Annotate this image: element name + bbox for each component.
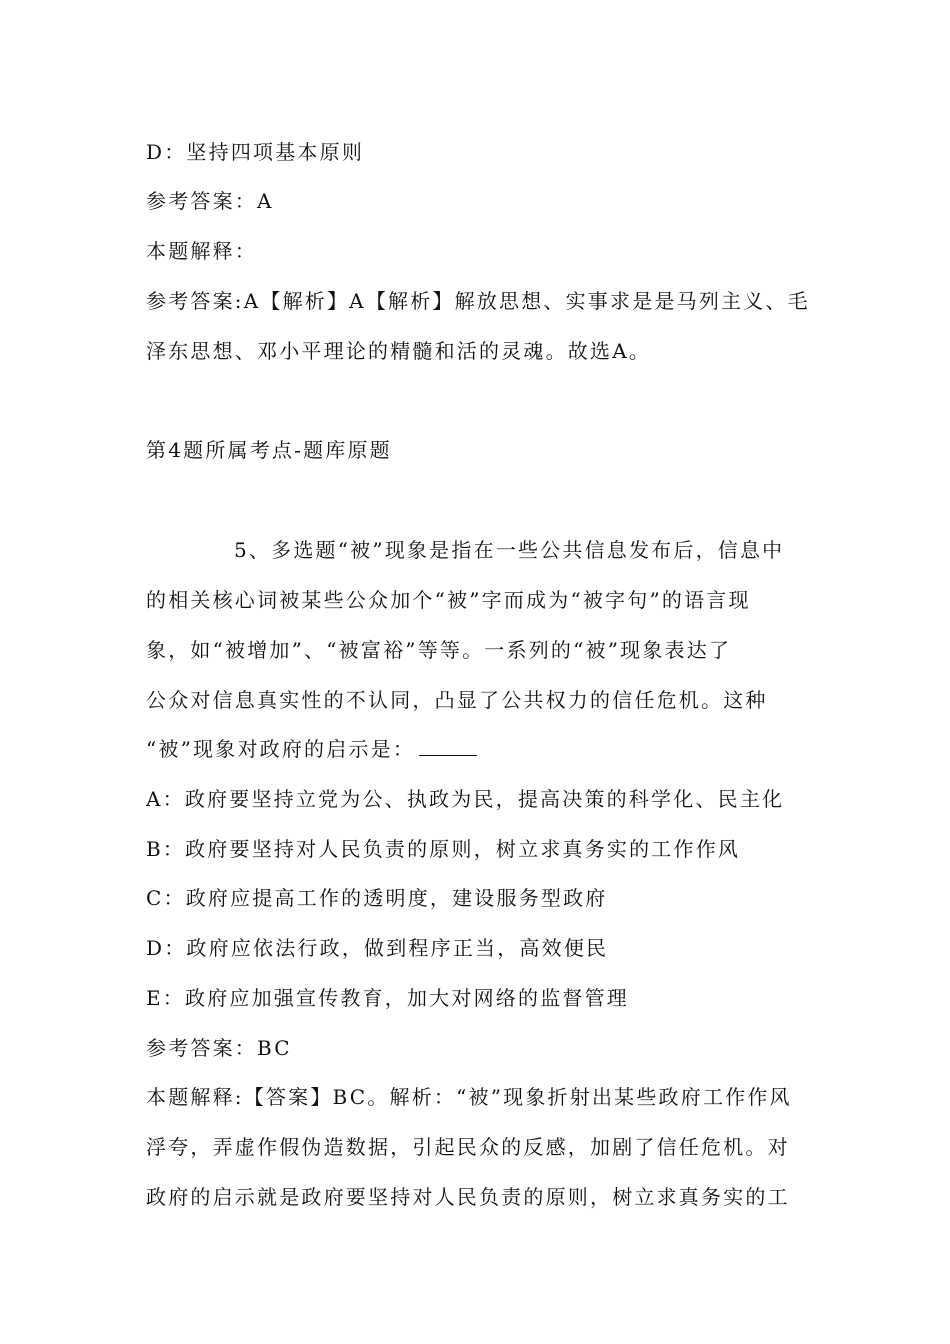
prev-option-d: D：坚持四项基本原则 [146,140,365,164]
question-stem-line: “被”现象对政府的启示是： [146,737,416,761]
question-stem-line: 公众对信息真实性的不认同，凸显了公共权力的信任危机。这种 [146,688,768,712]
option-b: B：政府要坚持对人民负责的原则，树立求真务实的工作作风 [146,837,741,861]
question-stem-line: 5、多选题“被”现象是指在一些公共信息发布后，信息中 [234,538,785,562]
prev-explanation-line: 泽东思想、邓小平理论的精髓和活的灵魂。故选A。 [146,339,652,363]
question-stem-line: 象，如“被增加”、“被富裕”等等。一系列的“被”现象表达了 [146,638,732,662]
prev-answer: 参考答案：A [146,189,274,213]
question-stem-last-line [146,735,816,763]
option-c: C：政府应提高工作的透明度，建设服务型政府 [146,886,608,910]
question-explanation-line: 政府的启示就是政府要坚持对人民负责的原则，树立求真务实的工 [146,1185,790,1209]
prev-explanation-line: 参考答案:A【解析】A【解析】解放思想、实事求是是马列主义、毛 [146,289,810,313]
option-e: E：政府应加强宣传教育，加大对网络的监督管理 [146,986,629,1010]
topic-note: 第4题所属考点-题库原题 [146,438,392,462]
question-explanation-line: 本题解释:【答案】BC。解析：“被”现象折射出某些政府工作作风 [146,1085,792,1109]
option-a: A：政府要坚持立党为公、执政为民，提高决策的科学化、民主化 [146,787,785,811]
question-stem-line: 的相关核心词被某些公众加个“被”字而成为“被字句”的语言现 [146,588,751,612]
question-explanation-line: 浮夸，弄虚作假伪造数据，引起民众的反感，加剧了信任危机。对 [146,1135,790,1159]
option-d: D：政府应依法行政，做到程序正当，高效便民 [146,936,609,960]
answer-blank [419,737,477,756]
prev-explanation-label: 本题解释： [146,239,257,263]
question-answer: 参考答案：BC [146,1036,292,1060]
